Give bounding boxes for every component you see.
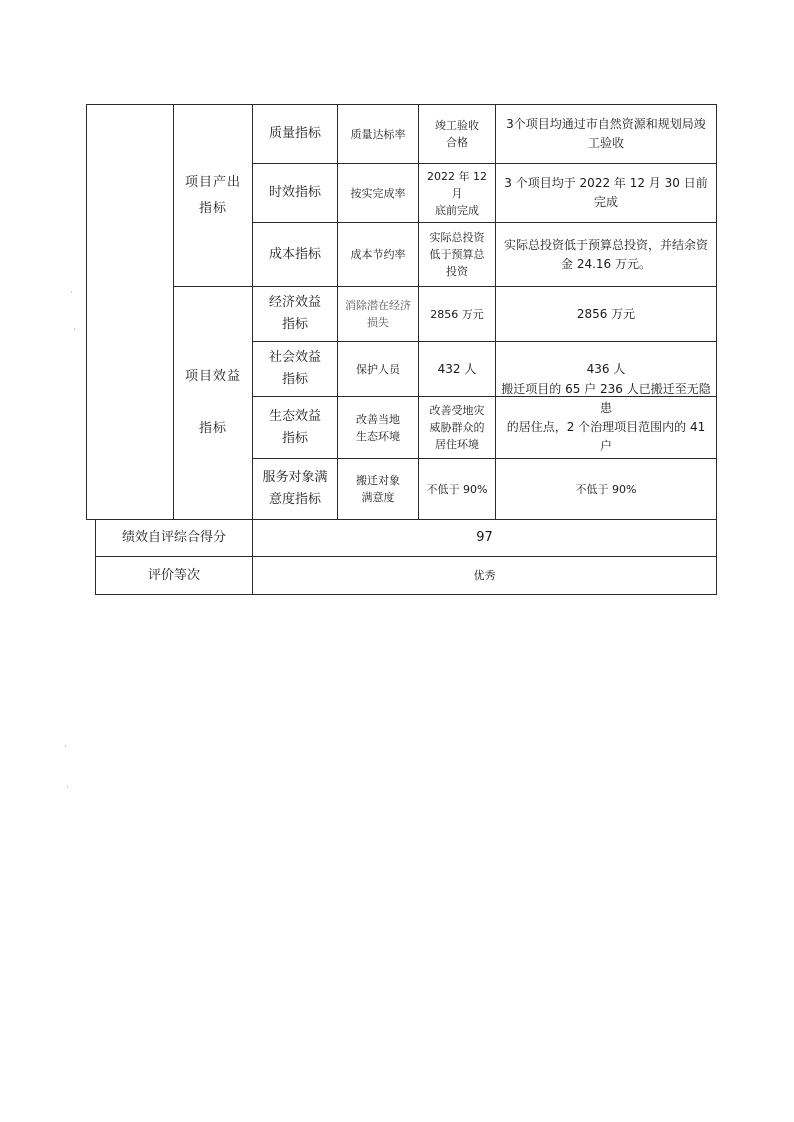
target-economic-value: 2856 万元 xyxy=(430,307,484,321)
scan-speck: · xyxy=(70,288,73,298)
scan-speck: · xyxy=(66,783,69,793)
score-value: 97 xyxy=(476,530,493,545)
actual-economic xyxy=(495,286,717,342)
target-cost xyxy=(418,222,496,287)
actual-economic-value: 2856 万元 xyxy=(576,306,636,321)
category-benefit-label: 项目效益 指标 xyxy=(184,369,241,436)
indicator-cost xyxy=(252,222,338,287)
category-output-label: 项目产出 指标 xyxy=(184,174,241,216)
indicator-economic xyxy=(252,286,338,342)
sub-indicator-ecological xyxy=(337,396,419,459)
grade-label: 评价等次 xyxy=(147,567,200,583)
sub-indicator-cost-label: 成本节约率 xyxy=(350,248,406,261)
indicator-quality xyxy=(252,104,338,164)
target-quality-value: 竣工验收 合格 xyxy=(435,119,479,149)
category-benefit-indicators xyxy=(173,286,253,520)
sub-indicator-quality xyxy=(337,104,419,164)
sub-indicator-social-label: 保护人员 xyxy=(356,362,400,376)
actual-quality xyxy=(495,104,717,164)
sub-indicator-satisfaction-label: 搬迁对象 满意度 xyxy=(356,474,400,504)
target-timeliness-value: 2022 年 12 月 底前完成 xyxy=(427,169,487,217)
actual-cost xyxy=(495,222,717,287)
sub-indicator-social xyxy=(337,341,419,397)
sub-indicator-economic-label: 消除潜在经济 损失 xyxy=(345,299,411,329)
indicator-social-label: 社会效益 指标 xyxy=(268,350,321,387)
sub-indicator-ecological-label: 改善当地 生态环境 xyxy=(356,412,400,443)
indicator-ecological xyxy=(252,396,338,459)
target-social-value: 432 人 xyxy=(437,361,477,376)
actual-ecological-value: 搬迁项目的 65 户 236 人已搬迁至无隐患 的居住点，2 个治理项目范围内的 41 户 xyxy=(501,382,711,453)
score-label: 绩效自评综合得分 xyxy=(121,530,226,545)
target-timeliness xyxy=(418,163,496,223)
target-quality xyxy=(418,104,496,164)
actual-timeliness-value: 3 个项目均于 2022 年 12 月 30 日前完成 xyxy=(504,176,708,209)
grade-value: 优秀 xyxy=(473,569,496,582)
category-output-indicators xyxy=(173,104,253,287)
actual-cost-value: 实际总投资低于预算总投资，并结余资 金 24.16 万元。 xyxy=(503,237,708,271)
scan-speck: · xyxy=(73,325,76,335)
target-satisfaction-value: 不低于 90% xyxy=(426,482,488,496)
target-cost-value: 实际总投资 低于预算总 投资 xyxy=(429,231,485,278)
sub-indicator-cost xyxy=(337,222,419,287)
actual-satisfaction-value: 不低于 90% xyxy=(575,482,637,496)
sub-indicator-quality-label: 质量达标率 xyxy=(350,127,406,141)
sub-indicator-satisfaction xyxy=(337,458,419,520)
target-ecological xyxy=(418,396,496,459)
indicator-satisfaction-label: 服务对象满 意度指标 xyxy=(262,470,328,507)
grade-label-cell xyxy=(95,556,253,595)
sub-indicator-timeliness xyxy=(337,163,419,223)
target-social xyxy=(418,341,496,397)
target-ecological-value: 改善受地灾 威胁群众的 居住环境 xyxy=(429,404,485,451)
target-satisfaction xyxy=(418,458,496,520)
indicator-satisfaction xyxy=(252,458,338,520)
actual-satisfaction xyxy=(495,458,717,520)
actual-social-value: 436 人 xyxy=(586,361,626,376)
indicator-timeliness-label: 时效指标 xyxy=(268,185,321,200)
indicator-ecological-label: 生态效益 指标 xyxy=(268,408,321,446)
actual-ecological xyxy=(495,382,717,459)
outer-merged-cell xyxy=(86,104,174,520)
indicator-economic-label: 经济效益 指标 xyxy=(268,295,321,332)
indicator-cost-label: 成本指标 xyxy=(268,246,321,262)
indicator-timeliness xyxy=(252,163,338,223)
score-label-cell xyxy=(95,519,253,557)
sub-indicator-timeliness-label: 按实完成率 xyxy=(350,186,406,200)
actual-timeliness xyxy=(495,163,717,223)
indicator-social xyxy=(252,341,338,397)
indicator-quality-label: 质量指标 xyxy=(268,126,321,141)
grade-value-cell xyxy=(252,556,717,595)
score-value-cell xyxy=(252,519,717,557)
target-economic xyxy=(418,286,496,342)
scan-speck: · xyxy=(64,742,67,752)
actual-quality-value: 3个项目均通过市自然资源和规划局竣 工验收 xyxy=(506,117,706,150)
sub-indicator-economic xyxy=(337,286,419,342)
